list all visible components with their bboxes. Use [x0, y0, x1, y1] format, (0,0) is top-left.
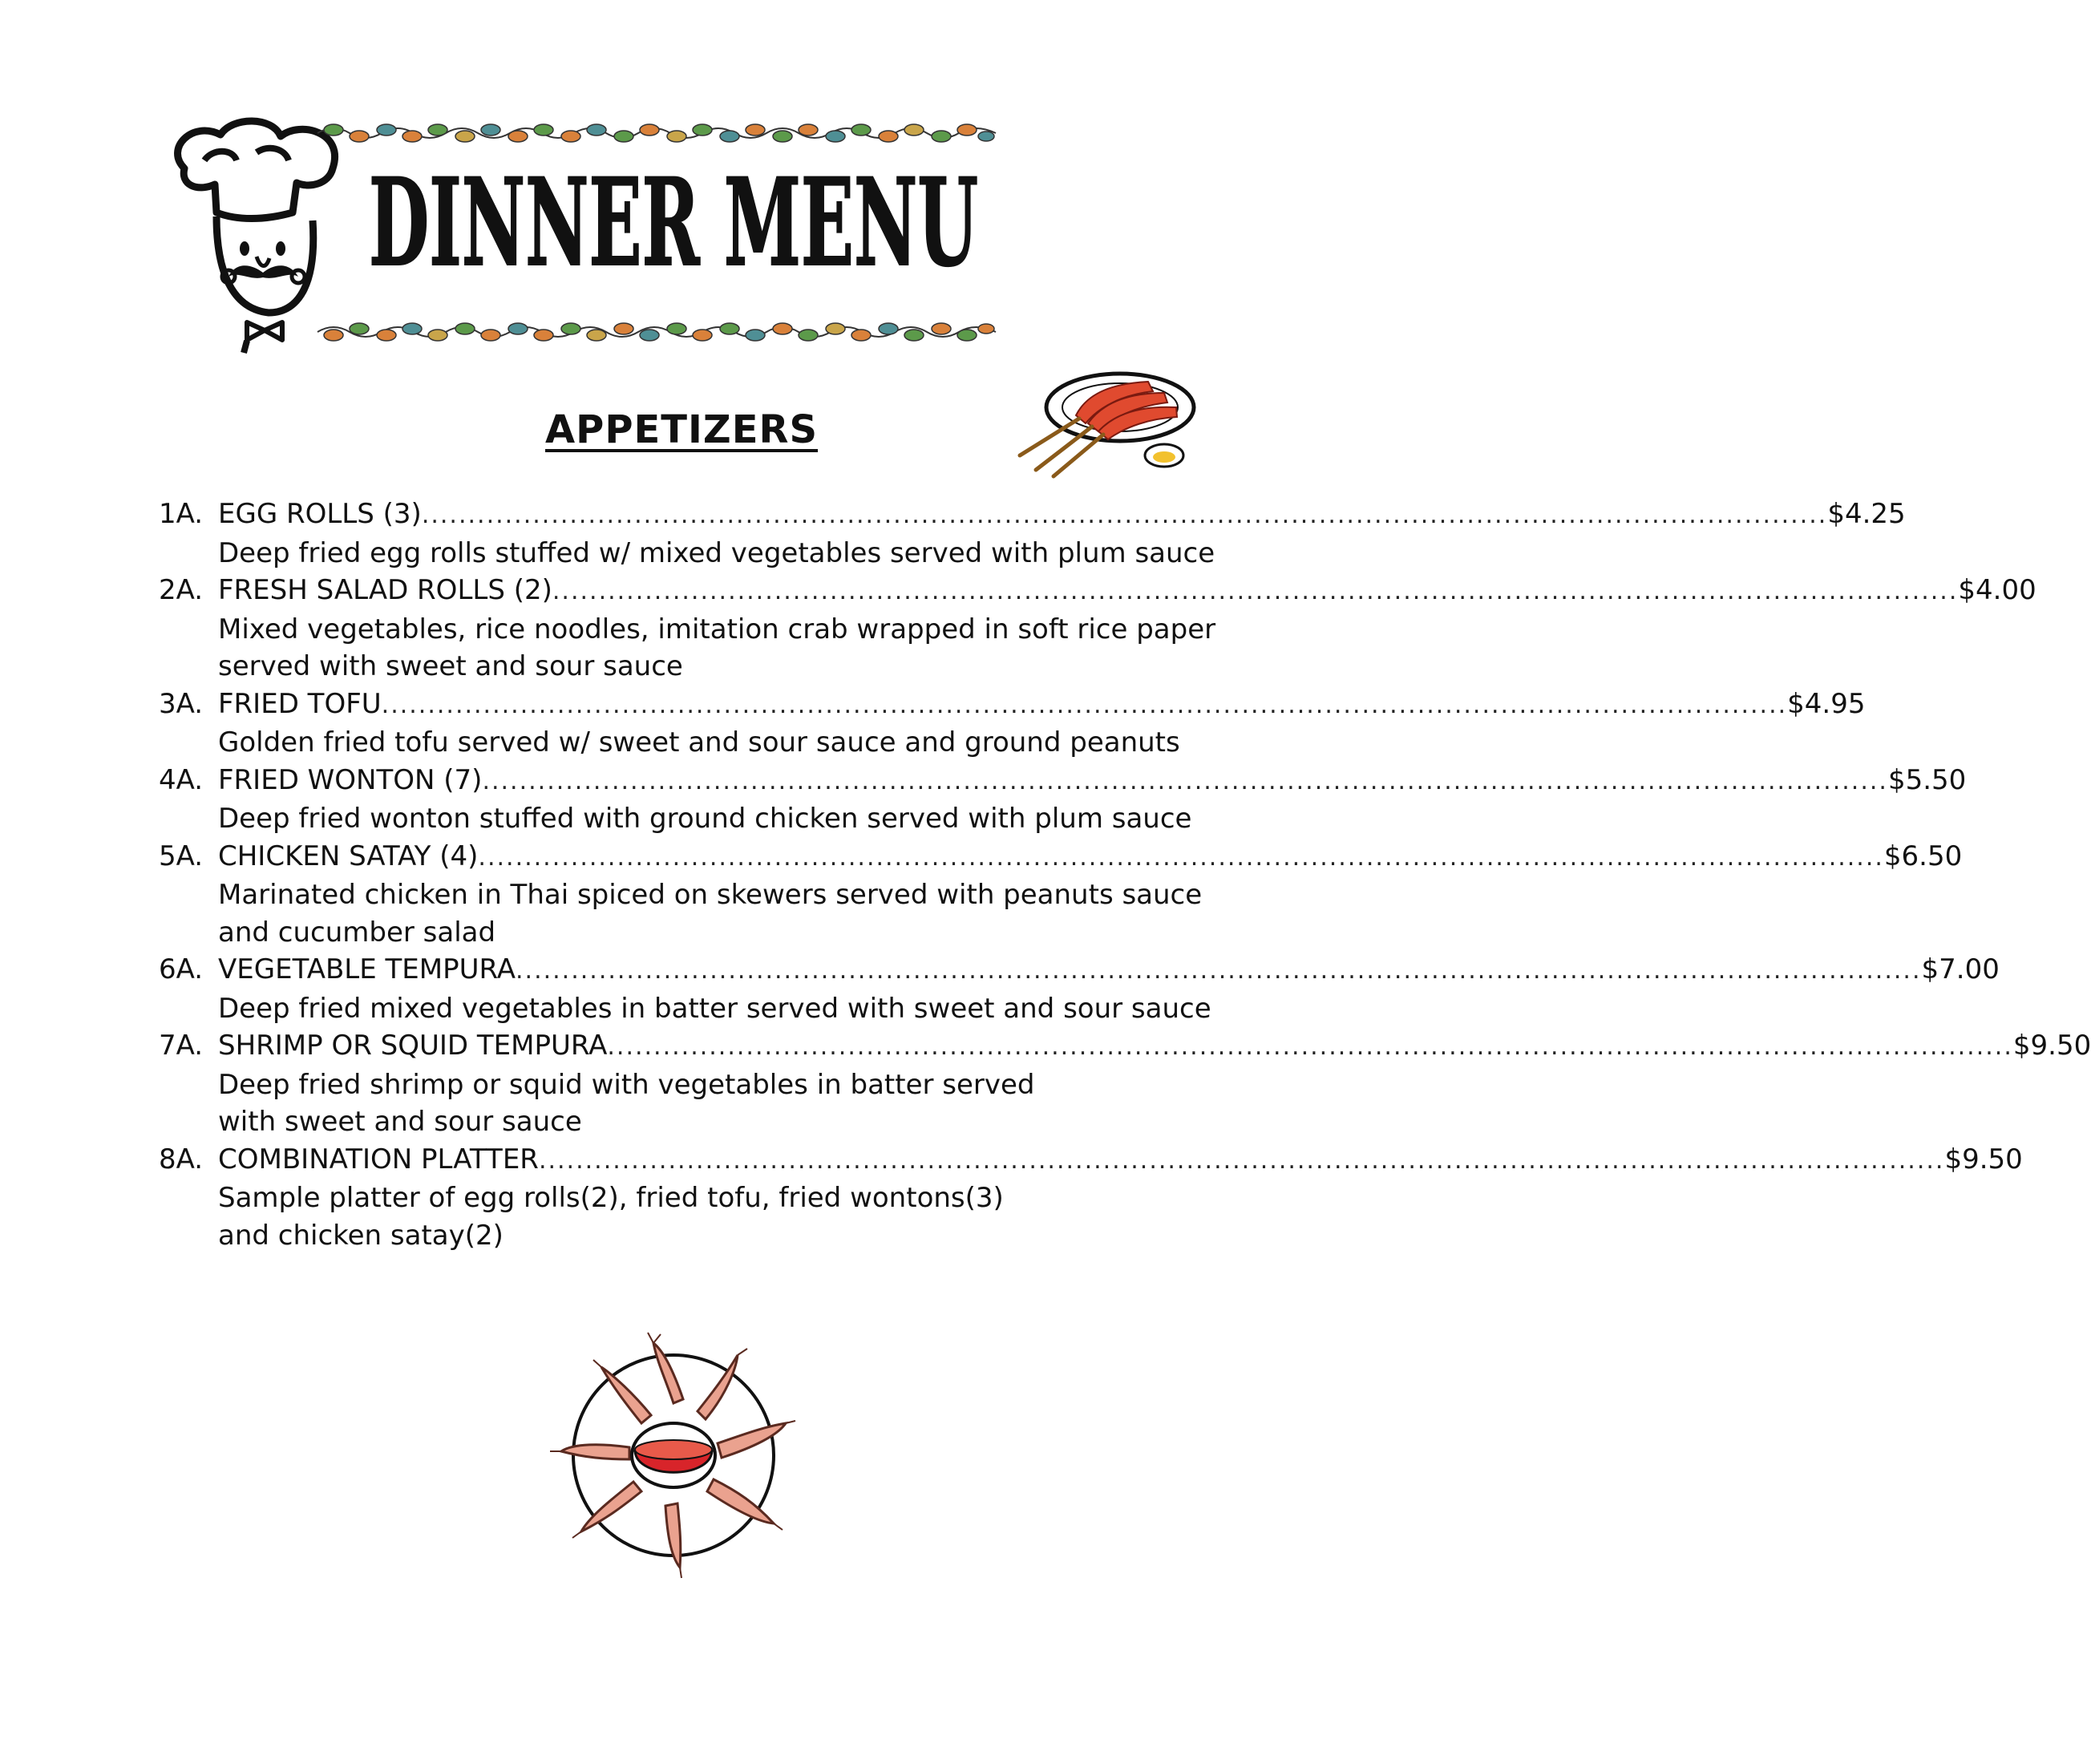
menu-item [159, 686, 1866, 762]
item-price: $6.50 [1883, 840, 1963, 872]
item-name: VEGETABLE TEMPURA [218, 953, 516, 985]
menu-item [159, 838, 1963, 952]
item-price: $7.00 [1921, 953, 2000, 985]
page-title-text: DINNER MENU [369, 152, 978, 293]
item-description: Golden fried tofu served w/ sweet and sour sauce and ground peanuts [218, 726, 1180, 759]
item-description: Deep fried egg rolls stuffed w/ mixed vegetables served with plum sauce [218, 536, 1215, 569]
menu-item [159, 496, 1906, 572]
item-price: $4.25 [1827, 498, 1906, 530]
dot-leader [478, 840, 1884, 877]
shrimp-platter-icon [545, 1331, 802, 1580]
item-number: 8A. [159, 1143, 204, 1175]
item-name: FRESH SALAD ROLLS (2) [218, 574, 552, 606]
item-name: SHRIMP OR SQUID TEMPURA [218, 1030, 608, 1062]
menu-item [159, 951, 2000, 1027]
item-name: CHICKEN SATAY (4) [218, 840, 479, 872]
item-description: Marinated chicken in Thai spiced on skewers served with peanuts sauce [218, 879, 1203, 911]
menu-item [159, 1141, 2023, 1255]
item-description: Sample platter of egg rolls(2), fried tofu, fried wontons(3) [218, 1182, 1004, 1214]
item-description: and chicken satay(2) [218, 1219, 504, 1252]
chef-icon [160, 112, 369, 353]
dot-leader [422, 497, 1828, 535]
menu-item [159, 1027, 2091, 1141]
item-name: EGG ROLLS (3) [218, 498, 422, 530]
item-number: 3A. [159, 687, 204, 720]
item-price: $9.50 [1944, 1143, 2023, 1175]
item-description: served with sweet and sour sauce [218, 650, 683, 682]
item-price: $4.00 [1958, 574, 2036, 606]
dot-leader [607, 1029, 2013, 1066]
item-name: FRIED WONTON (7) [218, 763, 483, 796]
dot-leader [516, 953, 1922, 990]
dot-leader [552, 573, 1959, 611]
menu-item [159, 762, 1967, 838]
leaf-vine-bottom [317, 318, 996, 346]
item-price: $9.50 [2012, 1030, 2091, 1062]
item-number: 4A. [159, 763, 204, 796]
item-price: $5.50 [1887, 763, 1967, 796]
dot-leader [482, 763, 1888, 801]
page-title [353, 136, 994, 313]
dot-leader [382, 687, 1788, 725]
item-number: 1A. [159, 498, 204, 530]
section-title: APPETIZERS [544, 407, 819, 452]
item-description: with sweet and sour sauce [218, 1106, 582, 1138]
item-description: Deep fried mixed vegetables in batter served with sweet and sour sauce [218, 992, 1211, 1025]
item-number: 7A. [159, 1030, 204, 1062]
item-description: Deep fried wonton stuffed with ground chicken served with plum sauce [218, 803, 1192, 835]
item-name: FRIED TOFU [218, 687, 382, 720]
item-number: 2A. [159, 574, 204, 606]
dot-leader [539, 1143, 1945, 1180]
item-number: 6A. [159, 953, 204, 985]
menu-list [159, 496, 2091, 1254]
item-price: $4.95 [1787, 687, 1866, 720]
item-number: 5A. [159, 840, 204, 872]
item-description: Deep fried shrimp or squid with vegetables in batter served [218, 1068, 1035, 1101]
menu-item [159, 572, 2036, 686]
item-description: and cucumber salad [218, 916, 496, 949]
item-name: COMBINATION PLATTER [218, 1143, 539, 1175]
item-description: Mixed vegetables, rice noodles, imitation crab wrapped in soft rice paper [218, 613, 1216, 645]
